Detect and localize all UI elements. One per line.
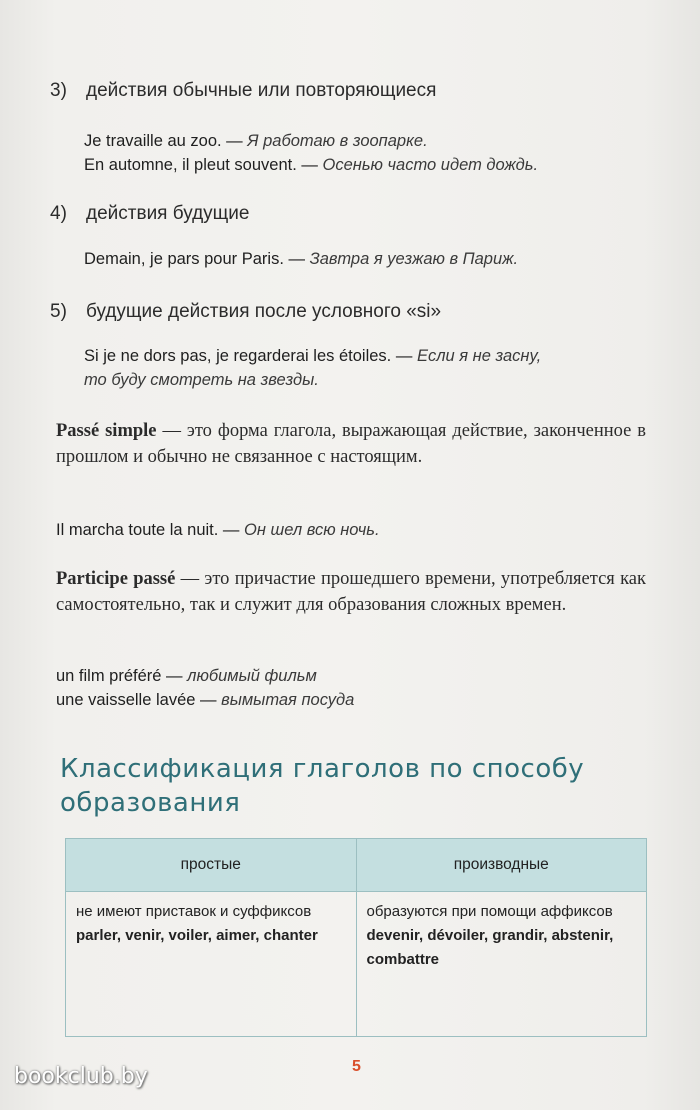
table-row bbox=[66, 892, 647, 1037]
passe-simple-example: Il marcha toute la nuit. — Он шел всю ночь. bbox=[56, 521, 380, 539]
example-block-3: Je travaille au zoo. — Я работаю в зоопарке. En automne, il pleut souvent. — Осенью часто идет дождь. bbox=[84, 132, 539, 174]
list-item-5: 5) будущие действия после условного «si» bbox=[50, 301, 442, 322]
table-cell-derived: образуются при помощи аффиксов devenir, dévoiler, grandir, abstenir, combattre bbox=[356, 892, 647, 1037]
section-heading: Классификация глаголов по способу образования bbox=[60, 754, 585, 818]
example-block-4: Demain, je pars pour Paris. — Завтра я уезжаю в Париж. bbox=[84, 250, 519, 268]
page-number: 5 bbox=[352, 1058, 361, 1075]
list-item-3: 3) действия обычные или повторяющиеся bbox=[50, 80, 437, 101]
participe-passe-examples: un film préféré — любимый фильм une vaisselle lavée — вымытая посуда bbox=[56, 667, 355, 709]
table-header-derived: производные bbox=[356, 839, 647, 892]
participe-passe-definition: Participe passé — это причастие прошедшего времени, употребляется как самостоятельно, так и служит для образования сложных времен. bbox=[56, 569, 646, 615]
list-item-4: 4) действия будущие bbox=[50, 203, 250, 224]
table-cell-simple: не имеют приставок и суффиксов parler, venir, voiler, aimer, chanter bbox=[66, 892, 357, 1037]
classification-table bbox=[65, 838, 647, 1037]
watermark: bookclub.by bbox=[14, 1064, 148, 1089]
passe-simple-definition: Passé simple — это форма глагола, выражающая действие, законченное в прошлом и обычно не связанное с настоящим. bbox=[56, 421, 646, 467]
example-block-5: Si je ne dors pas, je regarderai les étoiles. — Если я не засну, то буду смотреть на звезды. bbox=[84, 347, 542, 389]
table-header-row bbox=[66, 839, 647, 892]
table-header-simple: простые bbox=[66, 839, 357, 892]
